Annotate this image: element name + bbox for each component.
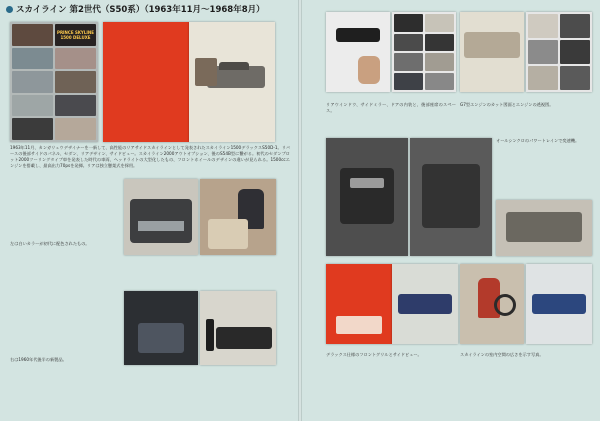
- ad-thumb-man: [12, 48, 53, 70]
- white-sedan-body: [532, 294, 586, 314]
- mech-thumb-1: [528, 14, 558, 38]
- vintage-ad-collage: [10, 22, 98, 142]
- detail-grid: [392, 12, 456, 92]
- hand-figure: [358, 56, 380, 84]
- detail-thumb-5: [394, 53, 423, 71]
- caption-left-top: 1963年11月、カンガリュウデザイナーを一新して、高性能のリアサイドスカイラインとして発表されたスカイライン1500デラックスS50D-1。リバースの後部サイドのパネル、セダン、リアデザイン、サイドビュー。スカイライン2000アウトオプション、後のS54B型に繋がる。初代のセダンプロット2000ツーリングタイプ車を発表した時代の車両、ヘッドライトの大型化したもの、フロントホイールのデザインの違いが見られる。1500ccエンジンを搭載し、最高出力70psを発揮。リアは独立懸架式を採用。: [10, 145, 290, 168]
- mechanical-grid: [526, 12, 592, 92]
- caption-right-mid: オールシンクロのパワートレインで変速機。: [496, 138, 580, 143]
- engine-cutaway-photo: [460, 12, 524, 92]
- front-grille: [138, 221, 184, 231]
- ad-thumb-person: [12, 24, 53, 46]
- mech-thumb-2: [560, 14, 590, 38]
- detail-thumb-6: [425, 53, 454, 71]
- caption-left-mid: 左は白いカラーが初代に配色されたもの。: [10, 241, 90, 246]
- ad-thumb-driver: [55, 95, 96, 117]
- mech-thumb-3: [528, 40, 558, 64]
- ad-thumb-car: [12, 71, 53, 93]
- caption-right-bottom-b: スカイラインの室内空間の広さを示す写真。: [460, 352, 544, 357]
- mech-thumb-6: [560, 66, 590, 90]
- ad-thumb-hat: [12, 118, 53, 140]
- engine-block: [340, 168, 394, 224]
- woman-wheel-photo: [460, 264, 524, 344]
- taillight-unit: [336, 28, 380, 42]
- car-seat: [208, 219, 248, 249]
- man-figure: [206, 319, 214, 351]
- mech-thumb-5: [528, 66, 558, 90]
- ad-thumb-street: [12, 95, 53, 117]
- sedan-window: [219, 62, 249, 70]
- caption-right-bottom-a: デラックス仕様のフロントグリルとサイドビュー。: [326, 352, 422, 357]
- mech-thumb-4: [560, 40, 590, 64]
- catalog-car-photo: [189, 22, 275, 142]
- blue-sedan-photo: [392, 264, 458, 344]
- interior-driver-photo: [200, 179, 276, 255]
- white-sedan-photo: [526, 264, 592, 344]
- steering-wheel: [494, 294, 516, 316]
- taillight-hand-photo: [326, 12, 390, 92]
- caption-left-bottom: 右は1960年代後半の新製品。: [10, 357, 67, 362]
- ad-thumb-couple: [55, 71, 96, 93]
- detail-thumb-1: [394, 14, 423, 32]
- ad-thumb-sedan: [55, 118, 96, 140]
- engine-highlight: [350, 178, 384, 188]
- engine-photo-left: [326, 138, 408, 256]
- front-view-photo: [124, 179, 198, 255]
- detail-thumb-7: [394, 73, 423, 91]
- cabin-seat: [138, 323, 184, 353]
- red-catalog-page-2: [326, 264, 392, 344]
- transmission-part: [506, 212, 582, 242]
- interior-cabin-photo: [124, 291, 198, 365]
- detail-thumb-4: [425, 34, 454, 52]
- detail-thumb-3: [394, 34, 423, 52]
- heading-bullet-icon: [6, 6, 13, 13]
- catalog-red-page: [103, 22, 189, 142]
- prince-badge-ad: [55, 24, 96, 46]
- engine-photo-right: [410, 138, 492, 256]
- page-heading: [6, 3, 296, 17]
- red-catalog-shape: [336, 316, 382, 334]
- detail-thumb-2: [425, 14, 454, 32]
- sedan-side-photo: [200, 291, 276, 365]
- engine-block-2: [422, 164, 480, 228]
- sedan-side-body: [216, 327, 272, 349]
- people-group: [195, 58, 217, 86]
- caption-right-top-a: リアウインドウ、サイドミラー、ドアの内装と、後部座席のスペース。: [326, 102, 456, 113]
- detail-thumb-8: [425, 73, 454, 91]
- caption-right-top-b: G7型エンジンのカット図面とエンジンの透視図。: [460, 102, 554, 107]
- ad-thumb-woman: [55, 48, 96, 70]
- page-heading-text: スカイライン 第2世代（S50系）（1963年11月〜1968年8月）: [16, 5, 265, 15]
- blue-sedan-body: [398, 294, 452, 314]
- prince-badge-text: PRINCE SKYLINE 1500 DELUXE: [57, 29, 94, 40]
- transmission-photo: [496, 200, 592, 256]
- cutaway-car: [464, 32, 520, 58]
